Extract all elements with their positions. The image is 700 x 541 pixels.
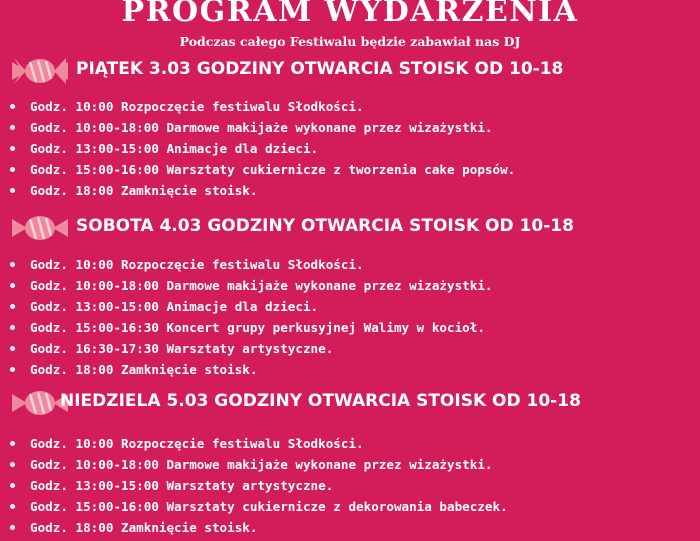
- day-header: [0, 386, 700, 420]
- bullet-icon: [10, 283, 15, 288]
- candy-icon: [10, 54, 70, 88]
- day-section-saturday: SOBOTA 4.03 GODZINY OTWARCIA STOISK OD 10-18 Godz. 10:00 Rozpoczęcie festiwalu Słodkości. Godz. 10:00-18:00 Darmowe makijaże wykonane przez wizażystki. Godz. 13:00-15:00 Animacje dla dzieci. Godz. 15:00-16:30 Koncert grupy perkusyjnej Walimy w kocioł. Godz. 16:30-17:30 Warsztaty artystyczne. Godz. 18:00 Zamknięcie stoisk.: [0, 211, 700, 245]
- day-header: [0, 54, 700, 88]
- bullet-icon: [10, 325, 15, 330]
- bullet-icon: [10, 304, 15, 309]
- day-title: NIEDZIELA 5.03 GODZINY OTWARCIA STOISK OD 10-18: [60, 391, 581, 411]
- bullet-icon: [10, 146, 15, 151]
- bullet-icon: [10, 483, 15, 488]
- bullet-icon: [10, 125, 15, 130]
- day-header: [0, 211, 700, 245]
- day-title: SOBOTA 4.03 GODZINY OTWARCIA STOISK OD 10-18: [76, 216, 574, 236]
- day-section-sunday: NIEDZIELA 5.03 GODZINY OTWARCIA STOISK OD 10-18 Godz. 10:00 Rozpoczęcie festiwalu Słodkości. Godz. 10:00-18:00 Darmowe makijaże wykonane przez wizażystki. Godz. 13:00-15:00 Warsztaty artystyczne. Godz. 15:00-16:00 Warsztaty cukiernicze z dekorowania babeczek. Godz. 18:00 Zamknięcie stoisk.: [0, 386, 700, 420]
- candy-icon: [10, 211, 70, 245]
- page-subtitle: Podczas całego Festiwalu będzie zabawiał nas DJ: [179, 34, 521, 49]
- page-title: PROGRAM WYDARZENIA: [121, 0, 579, 29]
- bullet-icon: [10, 367, 15, 372]
- bullet-icon: [10, 462, 15, 467]
- bullet-icon: [10, 346, 15, 351]
- bullet-icon: [10, 104, 15, 109]
- bullet-icon: [10, 188, 15, 193]
- bullet-icon: [10, 441, 15, 446]
- bullet-icon: [10, 167, 15, 172]
- day-title: PIĄTEK 3.03 GODZINY OTWARCIA STOISK OD 10-18: [76, 59, 564, 79]
- bullet-icon: [10, 504, 15, 509]
- day-section-friday: PIĄTEK 3.03 GODZINY OTWARCIA STOISK OD 10-18 Godz. 10:00 Rozpoczęcie festiwalu Słodkości. Godz. 10:00-18:00 Darmowe makijaże wykonane przez wizażystki. Godz. 13:00-15:00 Animacje dla dzieci. Godz. 15:00-16:00 Warsztaty cukiernicze z tworzenia cake popsów. Godz. 18:00 Zamknięcie stoisk.: [0, 54, 700, 88]
- bullet-icon: [10, 525, 15, 530]
- bullet-icon: [10, 262, 15, 267]
